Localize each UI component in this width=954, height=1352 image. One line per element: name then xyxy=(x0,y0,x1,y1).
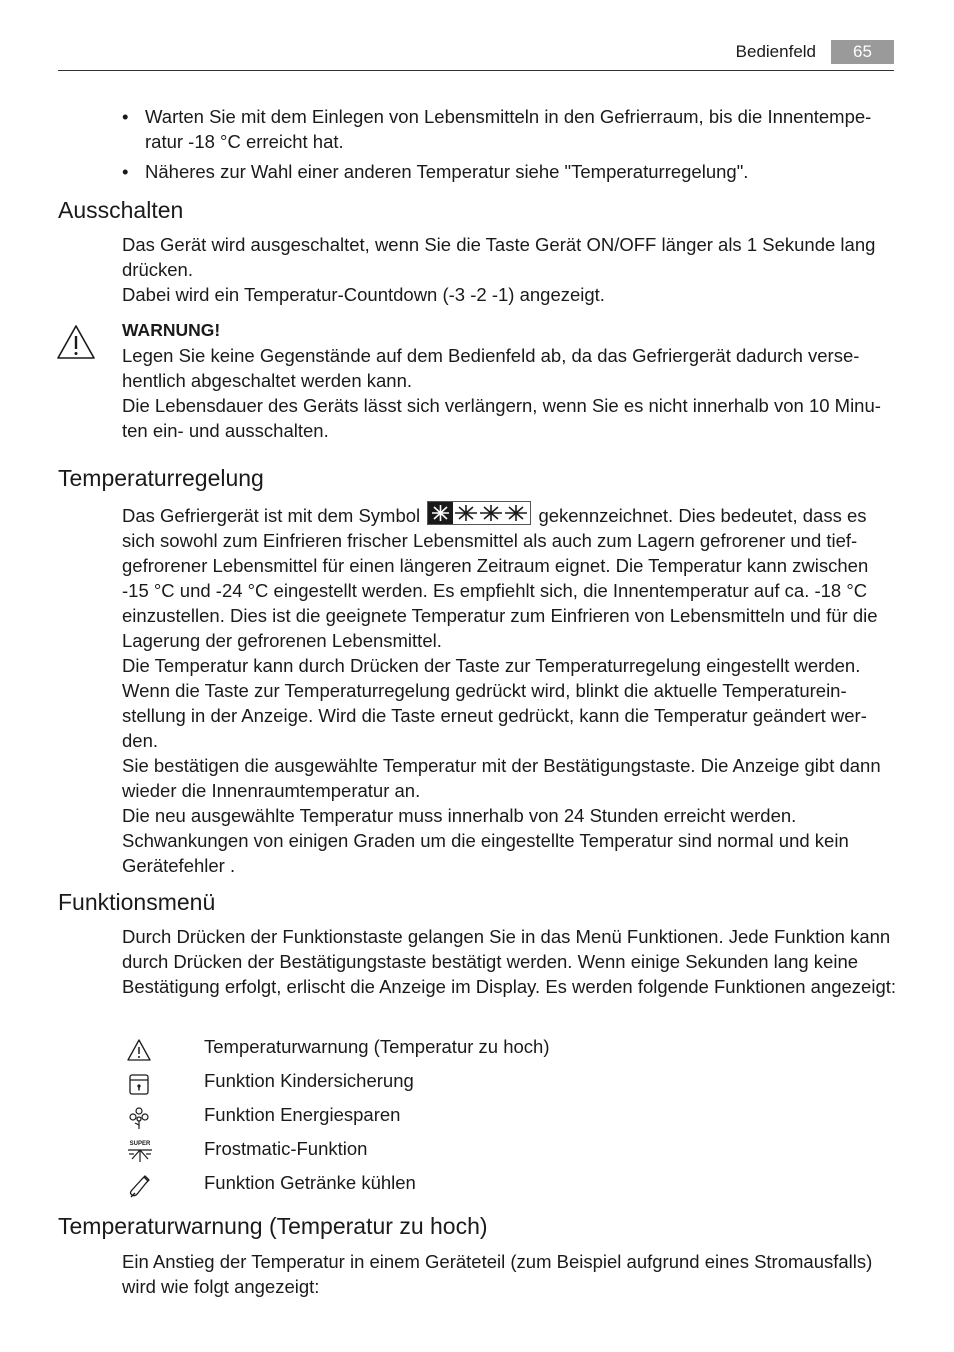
function-item xyxy=(122,1067,897,1101)
warning-title: WARNUNG! xyxy=(122,320,221,340)
paragraph: Die neu ausgewählte Temperatur muss innerhalb von 24 Stunden erreicht werden. xyxy=(122,805,797,826)
function-label: Funktion Kindersicherung xyxy=(204,1070,414,1091)
header-section-title: Bedienfeld xyxy=(735,42,816,61)
svg-text:SUPER: SUPER xyxy=(129,1141,151,1147)
heading-funktionsmenue: Funktionsmenü xyxy=(58,889,216,915)
super-freeze-icon xyxy=(126,1139,152,1165)
paragraph: Die Temperatur kann durch Drücken der Taste zur Temperaturregelung eingestellt werden. Wenn die Taste zur Temperaturregelung gedrückt wird, blinkt die aktuelle Temperaturein-stellung in der Anzeige. Wird die Taste erneut gedrückt, kann die Temperatur geändert wer-den. xyxy=(122,655,867,751)
paragraph: Schwankungen von einigen Graden um die eingestellte Temperatur sind normal und kein Gerätefehler . xyxy=(122,830,849,876)
symbol-sentence-start: Das Gefriergerät ist mit dem Symbol xyxy=(122,505,421,526)
child-lock-icon xyxy=(126,1071,152,1097)
ausschalten-text xyxy=(122,232,897,307)
heading-ausschalten: Ausschalten xyxy=(58,197,184,223)
paragraph: Das Gerät wird ausgeschaltet, wenn Sie die Taste Gerät ON/OFF länger als 1 Sekunde lang drücken. xyxy=(122,234,876,280)
paragraph: Legen Sie keine Gegenstände auf dem Bedienfeld ab, da das Gefriergerät dadurch verse-hentlich abgeschaltet werden kann. xyxy=(122,345,860,391)
function-label: Frostmatic-Funktion xyxy=(204,1138,368,1159)
warning-block xyxy=(122,318,897,443)
temperaturwarnung-text: Ein Anstieg der Temperatur in einem Geräteteil (zum Beispiel aufgrund eines Stromausfalls) wird wie folgt angezeigt: xyxy=(122,1251,873,1297)
function-item xyxy=(122,1169,897,1203)
paragraph: Sie bestätigen die ausgewählte Temperatur mit der Bestätigungstaste. Die Anzeige gibt dann wieder die Innenraumtemperatur an. xyxy=(122,755,881,801)
warning-triangle-icon xyxy=(126,1037,152,1063)
function-item xyxy=(122,1101,897,1135)
temperaturregelung-text xyxy=(122,501,897,878)
paragraph: Die Lebensdauer des Geräts lässt sich verlängern, wenn Sie es nicht innerhalb von 10 Minu-ten ein- und ausschalten. xyxy=(122,395,881,441)
function-label: Funktion Getränke kühlen xyxy=(204,1172,416,1193)
drinks-chill-icon xyxy=(126,1173,152,1199)
function-label: Temperaturwarnung (Temperatur zu hoch) xyxy=(204,1036,550,1057)
funktionsmenue-intro: Durch Drücken der Funktionstaste gelangen Sie in das Menü Funktionen. Jede Funktion kann durch Drücken der Bestätigungstaste bestätigt werden. Wenn einige Sekunden lang keine Bestätigung erfolgt, erlischt die Anzeige im Display. Es werden folgende Funktionen angezeigt: xyxy=(122,926,897,997)
energy-saving-icon xyxy=(126,1105,152,1131)
intro-bullet-list xyxy=(122,104,897,189)
paragraph: Dabei wird ein Temperatur-Countdown (-3 -2 -1) angezeigt. xyxy=(122,284,605,305)
warning-triangle-icon xyxy=(56,324,96,360)
function-list xyxy=(122,1033,897,1203)
function-item xyxy=(122,1033,897,1067)
function-item xyxy=(122,1135,897,1169)
heading-temperaturregelung: Temperaturregelung xyxy=(58,465,264,491)
bullet-item: • Näheres zur Wahl einer anderen Temperatur siehe "Temperaturregelung". xyxy=(122,159,897,184)
heading-temperaturwarnung: Temperaturwarnung (Temperatur zu hoch) xyxy=(58,1213,488,1239)
symbol-sentence-rest: gekennzeichnet. Dies bedeutet, dass es sich sowohl zum Einfrieren frischer Lebensmittel als auch zum Lagern gefrorener und tief-gefrorener Lebensmittel für einen längeren Zeitraum eignet. Die Temperatur kann zwischen -15 °C und -24 °C eingestellt werden. Es empfiehlt sich, die Innentemperatur auf ca. -18 °C einzustellen. Dies ist die geeignete Temperatur zum Einfrieren von Lebensmitteln und für die Lagerung der gefrorenen Lebensmittel. xyxy=(122,505,878,651)
function-label: Funktion Energiesparen xyxy=(204,1104,401,1125)
page-header xyxy=(58,40,894,71)
four-star-freezer-icon xyxy=(427,501,531,525)
page-number: 65 xyxy=(831,40,894,64)
bullet-item: • Warten Sie mit dem Einlegen von Lebensmitteln in den Gefrierraum, bis die Innentempe-ratur -18 °C erreicht hat. xyxy=(122,104,897,154)
paragraph xyxy=(122,501,897,653)
